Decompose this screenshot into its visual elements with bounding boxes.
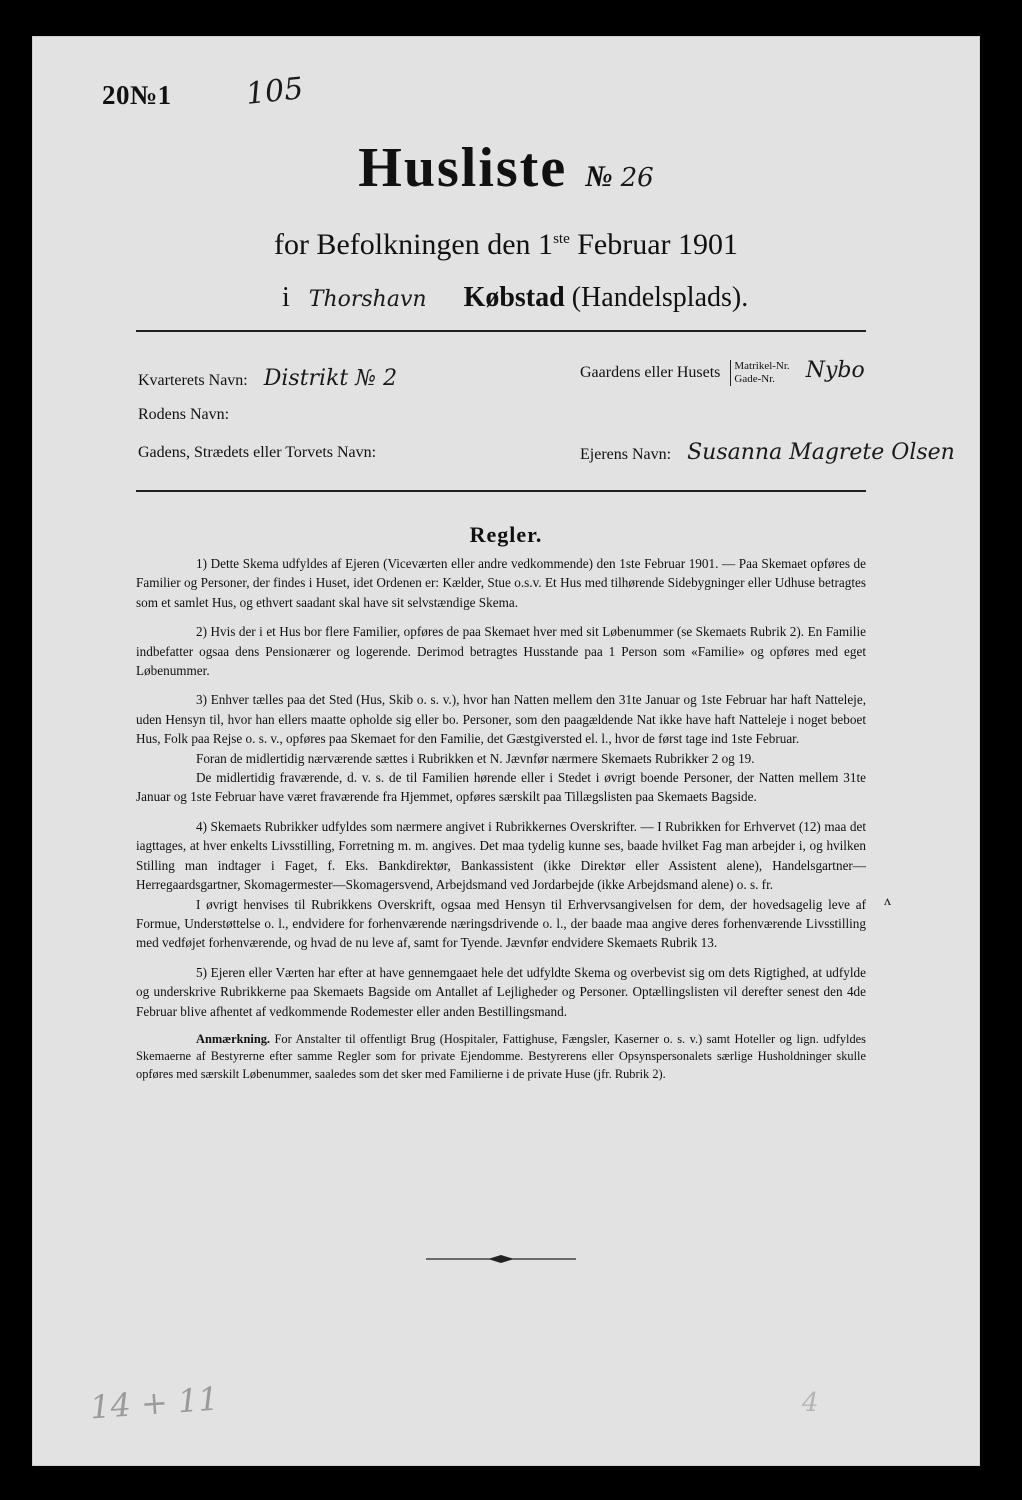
place-row — [282, 282, 748, 314]
rule-4b: I øvrigt henvises til Rubrikkens Overskrift, ogsaa med Hensyn til Erhvervsangivelsen for dem, der hovedsagelig leve af Formue, Understøttelse o. l., endvidere for forhenværende næringsdrivende o. l., der baade maa angive deres forhenværende Livsstilling med vedføjet forhenværende, og hvad de nu leve af, samt for Tyende. Jævnfør endvidere Skemaets Rubrik 13. — [136, 896, 866, 951]
handwritten-page-number: 105 — [244, 71, 305, 112]
subtitle — [32, 228, 980, 262]
note-text: For Anstalter til offentligt Brug (Hospitaler, Fattighuse, Fængsler, Kaserner o. s. v.) samt Hoteller og lign. udfyldes Skemaerne af Bestyrerne efter samme Regler som for private Ejendomme. Bestyrerens eller Opsynspersonalets særlige Husholdninger skulle opføres med særskilt Løbenummer, saaledes som det sker med Familierne i de private Huse (jfr. Rubrik 2). — [136, 1031, 866, 1081]
bottom-handwriting-right: 4 — [802, 1388, 819, 1418]
gade-field — [138, 444, 376, 462]
margin-mark: ʌ — [884, 894, 891, 909]
kvarter-field — [138, 366, 397, 391]
subtitle-sup: ste — [553, 231, 570, 247]
gaard-label: Gaardens eller Husets — [580, 364, 721, 381]
ornament-divider — [426, 1254, 576, 1264]
ejer-value: Susanna Magrete Olsen — [687, 440, 955, 465]
place-type-rest: (Handelsplads). — [571, 282, 749, 313]
place-prefix: i — [282, 282, 290, 313]
kvarter-value: Distrikt № 2 — [263, 366, 398, 391]
ejer-field — [580, 440, 955, 465]
matrikel-label: Matrikel-Nr. — [734, 360, 790, 373]
title-number-value: 26 — [620, 163, 654, 193]
nr-brace — [730, 360, 789, 386]
divider-top — [136, 330, 866, 332]
rules-note — [136, 1031, 866, 1084]
subtitle-pre: for Befolkningen den 1 — [273, 228, 554, 261]
rule-3b: Foran de midlertidig nærværende sættes i Rubrikken et N. Jævnfør nærmere Skemaets Rubrikker 2 og 19. — [196, 750, 755, 766]
gade-nr-label: Gade-Nr. — [734, 373, 776, 386]
census-sheet — [32, 36, 980, 1466]
note-label: Anmærkning. — [196, 1031, 271, 1046]
subtitle-post: Februar 1901 — [569, 228, 739, 261]
gade-label: Gadens, Strædets eller Torvets Navn: — [138, 444, 377, 461]
divider-middle — [136, 490, 866, 492]
rule-3: 3) Enhver tælles paa det Sted (Hus, Skib o. s. v.), hvor han Natten mellem den 31te Januar og 1ste Februar har haft Natteleje, uden Hensyn til, hvor han ellers maatte opholde sig eller bo. Personer, som den paagældende Nat ikke have haft Natteleje i noget beboet Hus, Folk paa Rejse o. s. v., opføres paa Skemaet for den Familie, det Gæstgiversted el. l., hvor de først tage ind 1ste Februar. — [136, 692, 866, 747]
title-row — [32, 136, 980, 200]
rule-1: 1) Dette Skema udfyldes af Ejeren (Viceværten eller andre vedkommende) den 1ste Februar 1901. — Paa Skemaet opføres de Familier og Personer, der findes i Huset, idet Ordenen er: Kælder, Stue o.s.v. Et Hus med tilhørende Sidebygninger eller Udhuse betragtes som et samlet Hus, og ethvert saadant skal have sit selvstændige Skema. — [136, 556, 866, 610]
kvarter-label: Kvarterets Navn: — [138, 372, 248, 389]
ejer-label: Ejerens Navn: — [580, 446, 672, 463]
place-type: Købstad — [463, 282, 565, 313]
rule-5: 5) Ejeren eller Værten har efter at have gennemgaaet hele det udfyldte Skema og overbevist sig om dets Rigtighed, at udfylde og underskrive Rubrikkerne paa Skemaets Bagside om Antallet af Lejligheder og Personer. Optællingslisten vil derefter senest den 4de Februar blive afhentet af vedkommende Rodemester eller anden Bestillingsmand. — [136, 964, 866, 1019]
document-title: Husliste — [358, 137, 568, 199]
gaard-field — [580, 358, 865, 386]
bottom-handwriting: 14 + 11 — [88, 1379, 220, 1427]
rules-title: Regler. — [469, 522, 543, 547]
ornament-diamond — [488, 1255, 514, 1263]
roden-label: Rodens Navn: — [138, 406, 230, 423]
place-value: Thorshavn — [308, 287, 427, 312]
title-number-label: № — [585, 160, 613, 193]
roden-field — [138, 406, 229, 424]
gade-nr-value: Nybo — [805, 358, 865, 383]
rule-4: 4) Skemaets Rubrikker udfyldes som nærmere angivet i Rubrikkernes Overskrifter. — I Rubrikken for Erhvervet (12) maa det iagttages, at hver enkelts Livsstilling, Forretning m. m. angives. Det maa tydelig kunne ses, baade hvilket Fag man arbejder i, og hvilken Stilling man indtager i Faget, f. Eks. Bankdirektør, Bankassistent (ikke Direktør eller Assistent alene), Handelsgartner—Herregaardsgartner, Skomagermester—Skomagersvend, Arbejdsmand ved Jordarbejde (ikke Arbejdsmand alene) o. s. fr. — [136, 818, 866, 893]
form-number: 20№1 — [102, 80, 172, 110]
rules-text — [136, 554, 866, 1093]
rule-3c: De midlertidig fraværende, d. v. s. de til Familien hørende eller i Stedet i øvrigt boende Personer, der Natten mellem 31te Januar og 1ste Februar have været fraværende fra Hjemmet, opføres særskilt paa Tillægslisten paa Skemaets Bagside. — [136, 770, 866, 805]
rule-2: 2) Hvis der i et Hus bor flere Familier, opføres de paa Skemaet hver med sit Løbenummer (se Skemaets Rubrik 2). En Familie indbefatter ogsaa dens Pensionærer og logerende. Derimod betragtes Husstande paa 1 Person som «Familie» og opføres med eget Løbenummer. — [136, 624, 866, 679]
